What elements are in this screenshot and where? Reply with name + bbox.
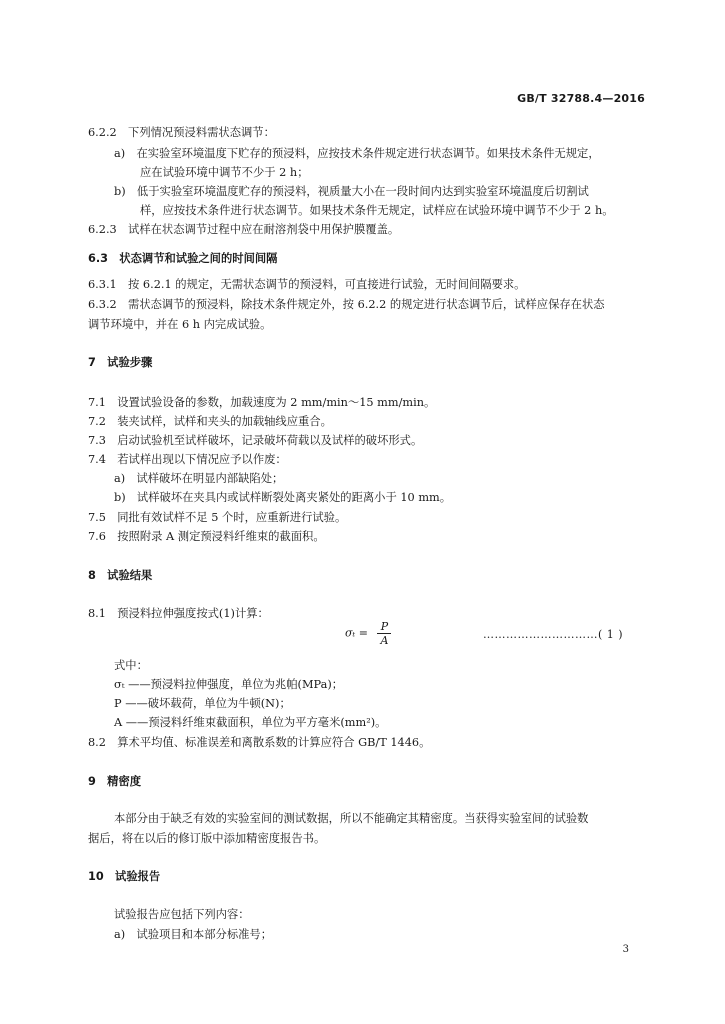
where-label: 式中： (114, 659, 148, 672)
clause-6-3-2: 6.3.2 需状态调节的预浸料，除技术条件规定外，按 6.2.2 的规定进行状态调节后，试样应保存在状态 (88, 298, 605, 311)
clause-6-3-1: 6.3.1 按 6.2.1 的规定，无需状态调节的预浸料，可直接进行试验，无时间间隔要求。 (88, 278, 526, 291)
list-item-b: b) 低于实验室环境温度贮存的预浸料，视质量大小在一段时间内达到实验室环境温度后切割试 (114, 185, 589, 198)
section-heading-9: 9 精密度 (88, 775, 142, 788)
formula-denominator: A (380, 634, 389, 647)
clause-7-4-a: a) 试样破坏在明显内部缺陷处； (114, 472, 284, 485)
clause-7-1: 7.1 设置试验设备的参数，加载速度为 2 mm/min～15 mm/min。 (88, 396, 436, 409)
report-item-a: a) 试验项目和本部分标准号； (114, 928, 273, 941)
clause-7-4: 7.4 若试样出现以下情况应予以作废： (88, 453, 287, 466)
clause-7-5: 7.5 同批有效试样不足 5 个时，应重新进行试验。 (88, 511, 347, 524)
symbol-sigma-def: σₜ ——预浸料拉伸强度，单位为兆帕(MPa)； (114, 678, 344, 691)
equation-number: …………………………( 1 ) (483, 628, 624, 641)
section-heading-8: 8 试验结果 (88, 569, 153, 582)
clause-7-6: 7.6 按照附录 A 测定预浸料纤维束的截面积。 (88, 530, 325, 543)
report-intro: 试验报告应包括下列内容： (114, 908, 250, 921)
clause-6-2-2: 6.2.2 下列情况预浸料需状态调节： (88, 126, 275, 139)
list-item-a-cont: 应在试验环境中调节不少于 2 h； (140, 166, 309, 179)
symbol-p-def: P ——破坏载荷，单位为牛顿(N)； (114, 697, 291, 710)
section-heading-6-3: 6.3 状态调节和试验之间的时间间隔 (88, 252, 278, 265)
clause-8-2: 8.2 算术平均值、标准误差和离散系数的计算应符合 GB/T 1446。 (88, 736, 431, 749)
formula-fraction (377, 620, 391, 647)
section-heading-7: 7 试验步骤 (88, 356, 153, 369)
clause-8-1: 8.1 预浸料拉伸强度按式(1)计算： (88, 607, 269, 620)
standard-number: GB/T 32788.4—2016 (517, 92, 645, 105)
precision-paragraph: 本部分由于缺乏有效的实验室间的测试数据，所以不能确定其精密度。当获得实验室间的试验数 (114, 812, 589, 825)
clause-7-4-b: b) 试样破坏在夹具内或试样断裂处离夹紧处的距离小于 10 mm。 (114, 491, 452, 504)
precision-paragraph-cont: 据后，将在以后的修订版中添加精密度报告书。 (88, 832, 326, 845)
clause-7-2: 7.2 装夹试样，试样和夹头的加载轴线应重合。 (88, 415, 332, 428)
formula-lhs: σₜ = (345, 626, 368, 640)
clause-7-3: 7.3 启动试验机至试样破坏，记录破坏荷载以及试样的破坏形式。 (88, 434, 423, 447)
page-number: 3 (622, 944, 629, 955)
list-item-a: a) 在实验室环境温度下贮存的预浸料，应按技术条件规定进行状态调节。如果技术条件无规定， (114, 147, 600, 160)
formula-numerator: P (377, 620, 391, 634)
list-item-b-cont: 样，应按技术条件进行状态调节。如果技术条件无规定，试样应在试验环境中调节不少于 2 h。 (140, 204, 614, 217)
formula-1 (345, 620, 391, 647)
section-heading-10: 10 试验报告 (88, 870, 161, 883)
clause-6-3-2-cont: 调节环境中，并在 6 h 内完成试验。 (88, 318, 272, 331)
symbol-a-def: A ——预浸料纤维束截面积，单位为平方毫米(mm²)。 (114, 716, 387, 729)
clause-6-2-3: 6.2.3 试样在状态调节过程中应在耐溶剂袋中用保护膜覆盖。 (88, 223, 400, 236)
